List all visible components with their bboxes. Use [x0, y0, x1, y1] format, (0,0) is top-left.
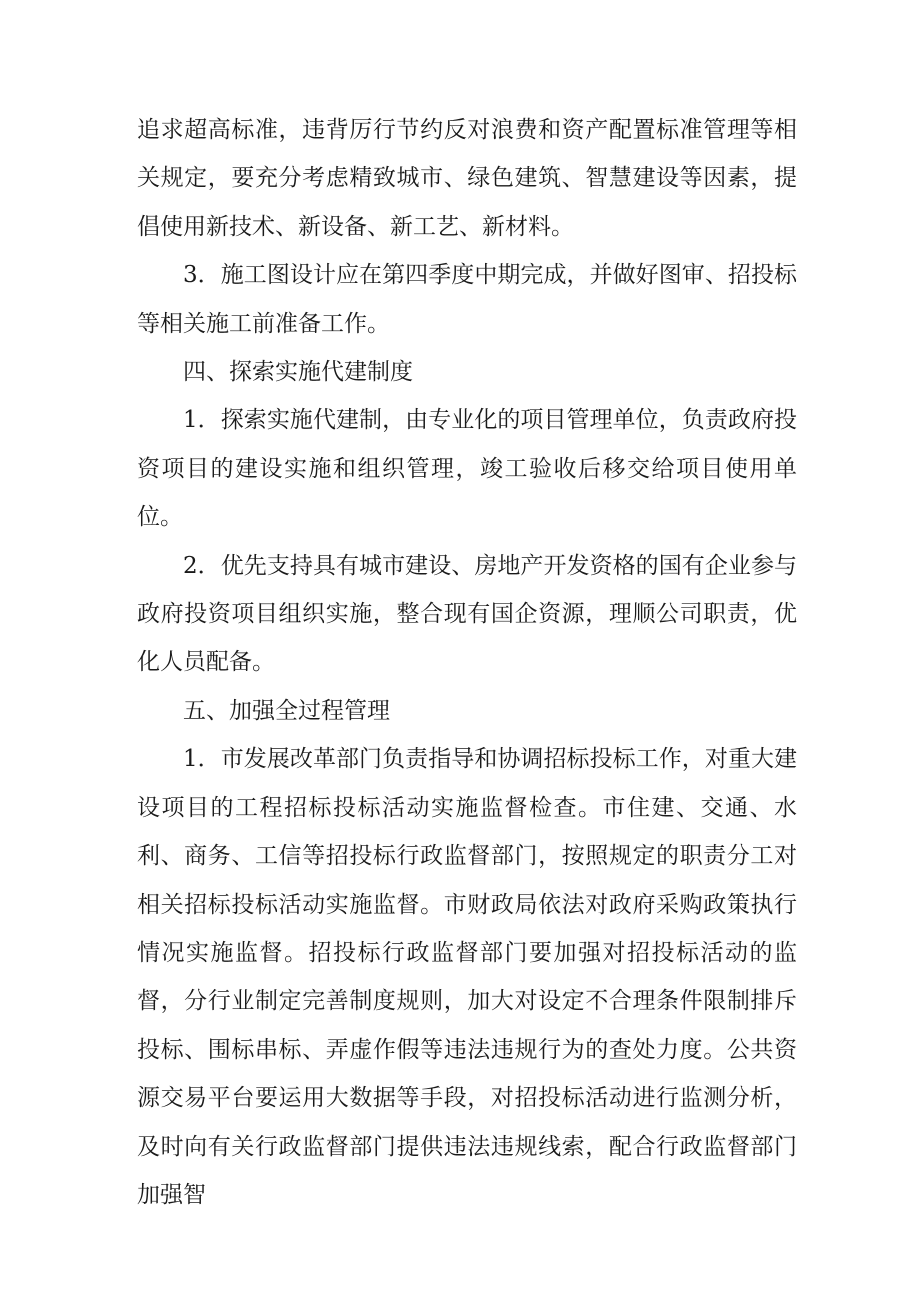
paragraph-continuation: 追求超高标准，违背厉行节约反对浪费和资产配置标准管理等相关规定，要充分考虑精致城市、绿色建筑、智慧建设等因素，提倡使用新技术、新设备、新工艺、新材料。 [137, 117, 797, 240]
paragraph-item-1-agent-construction: 1．探索实施代建制，由专业化的项目管理单位，负责政府投资项目的建设实施和组织管理，竣工验收后移交给项目使用单位。 [137, 407, 797, 531]
paragraph-item-2-state-enterprises: 2．优先支持具有城市建设、房地产开发资格的国有企业参与政府投资项目组织实施，整合现有国企资源，理顺公司职责，优化人员配备。 [137, 552, 797, 676]
paragraph-item-3-construction-drawings: 3．施工图设计应在第四季度中期完成，并做好图审、招投标等相关施工前准备工作。 [137, 262, 797, 337]
document-body [137, 106, 797, 1219]
section-heading-5: 五、加强全过程管理 [183, 697, 390, 724]
section-heading-4: 四、探索实施代建制度 [183, 359, 413, 386]
paragraph-item-1-bidding-supervision: 1．市发展改革部门负责指导和协调招标投标工作，对重大建设项目的工程招标投标活动实施监督检查。市住建、交通、水利、商务、工信等招投标行政监督部门，按照规定的职责分工对相关招标投标活动实施监督。市财政局依法对政府采购政策执行情况实施监督。招投标行政监督部门要加强对招投标活动的监督，分行业制定完善制度规则，加大对设定不合理条件限制排斥投标、围标串标、弄虚作假等违法违规行为的查处力度。公共资源交易平台要运用大数据等手段，对招投标活动进行监测分析，及时向有关行政监督部门提供违法违规线索，配合行政监督部门加强智 [137, 746, 797, 1208]
